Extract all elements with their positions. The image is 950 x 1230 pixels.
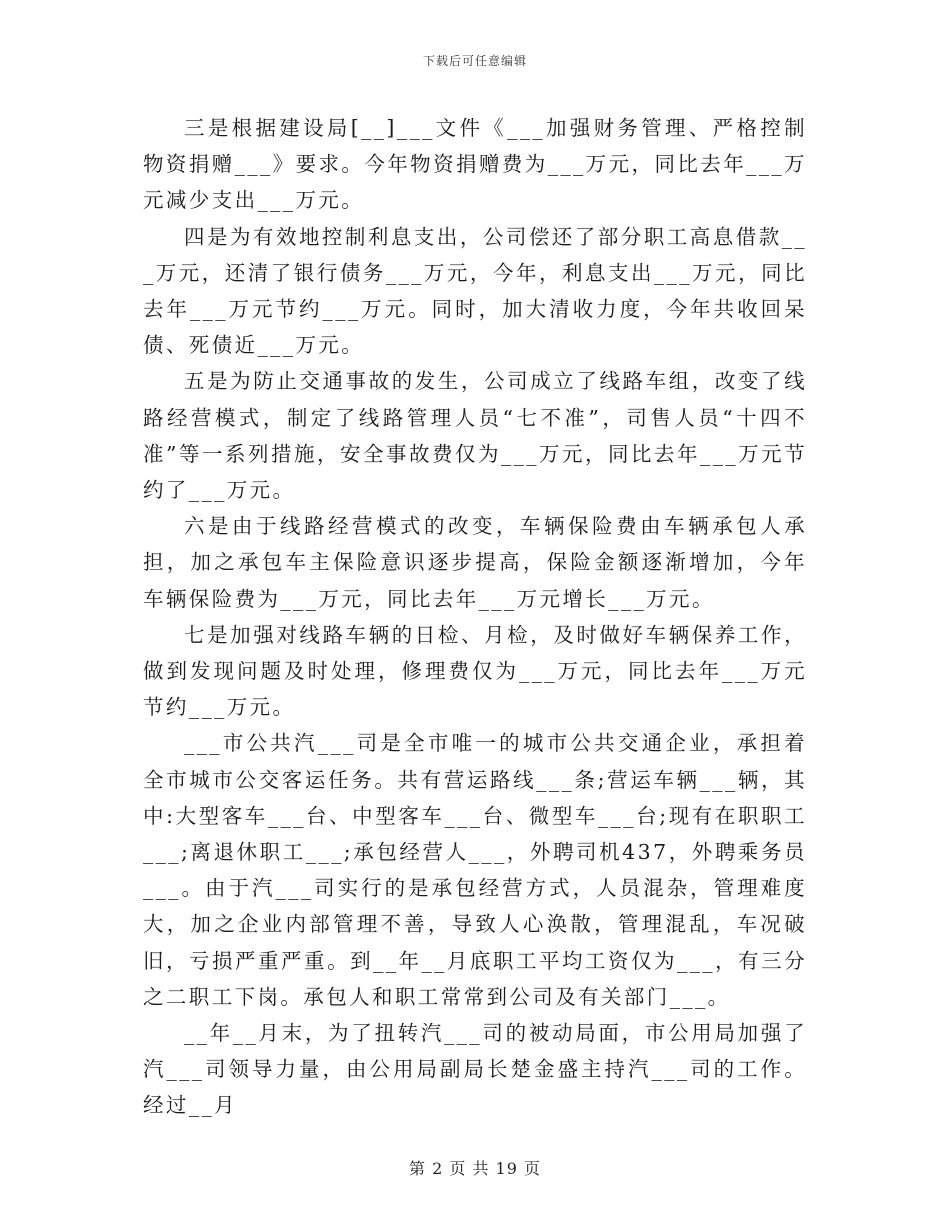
page-header-note: 下载后可任意编辑 xyxy=(422,54,527,68)
paragraph: 四是为有效地控制利息支出，公司偿还了部分职工高息借款___万元，还清了银行债务___万元，今年，利息支出___万元，同比去年___万元节约___万元。同时，加大清收力度，今年共收回呆债、死债近___万元。 xyxy=(143,224,807,358)
document-body xyxy=(143,110,807,1124)
paragraph: __年__月末，为了扭转汽___司的被动局面，市公用局加强了汽___司领导力量，由公用局副局长楚金盛主持汽___司的工作。经过__月 xyxy=(143,1021,807,1118)
paragraph: ___市公共汽___司是全市唯一的城市公共交通企业，承担着全市城市公交客运任务。共有营运路线___条;营运车辆___辆，其中:大型客车___台、中型客车___台、微型车___台;现有在职职工___;离退休职工___;承包经营人___，外聘司机437，外聘乘务员___。由于汽___司实行的是承包经营方式，人员混杂，管理难度大，加之企业内部管理不善，导致人心涣散，管理混乱，车况破旧，亏损严重严重。到__年__月底职工平均工资仅为___，有三分之二职工下岗。承包人和职工常常到公司及有关部门___。 xyxy=(143,731,807,1009)
paragraph: 三是根据建设局[__]___文件《___加强财务管理、严格控制物资捐赠___》要求。今年物资捐赠费为___万元，同比去年___万元减少支出___万元。 xyxy=(143,116,807,213)
paragraph: 五是为防止交通事故的发生，公司成立了线路车组，改变了线路经营模式，制定了线路管理人员“七不准”，司售人员“十四不准”等一系列措施，安全事故费仅为___万元，同比去年___万元节约了___万元。 xyxy=(143,369,807,503)
page-number: 第 2 页 共 19 页 xyxy=(409,1159,541,1178)
paragraph: 七是加强对线路车辆的日检、月检，及时做好车辆保养工作，做到发现问题及时处理，修理费仅为___万元，同比去年___万元节约___万元。 xyxy=(143,622,807,720)
paragraph: 六是由于线路经营模式的改变，车辆保险费由车辆承包人承担，加之承包车主保险意识逐步提高，保险金额逐渐增加，今年车辆保险费为___万元，同比去年___万元增长___万元。 xyxy=(143,514,807,611)
